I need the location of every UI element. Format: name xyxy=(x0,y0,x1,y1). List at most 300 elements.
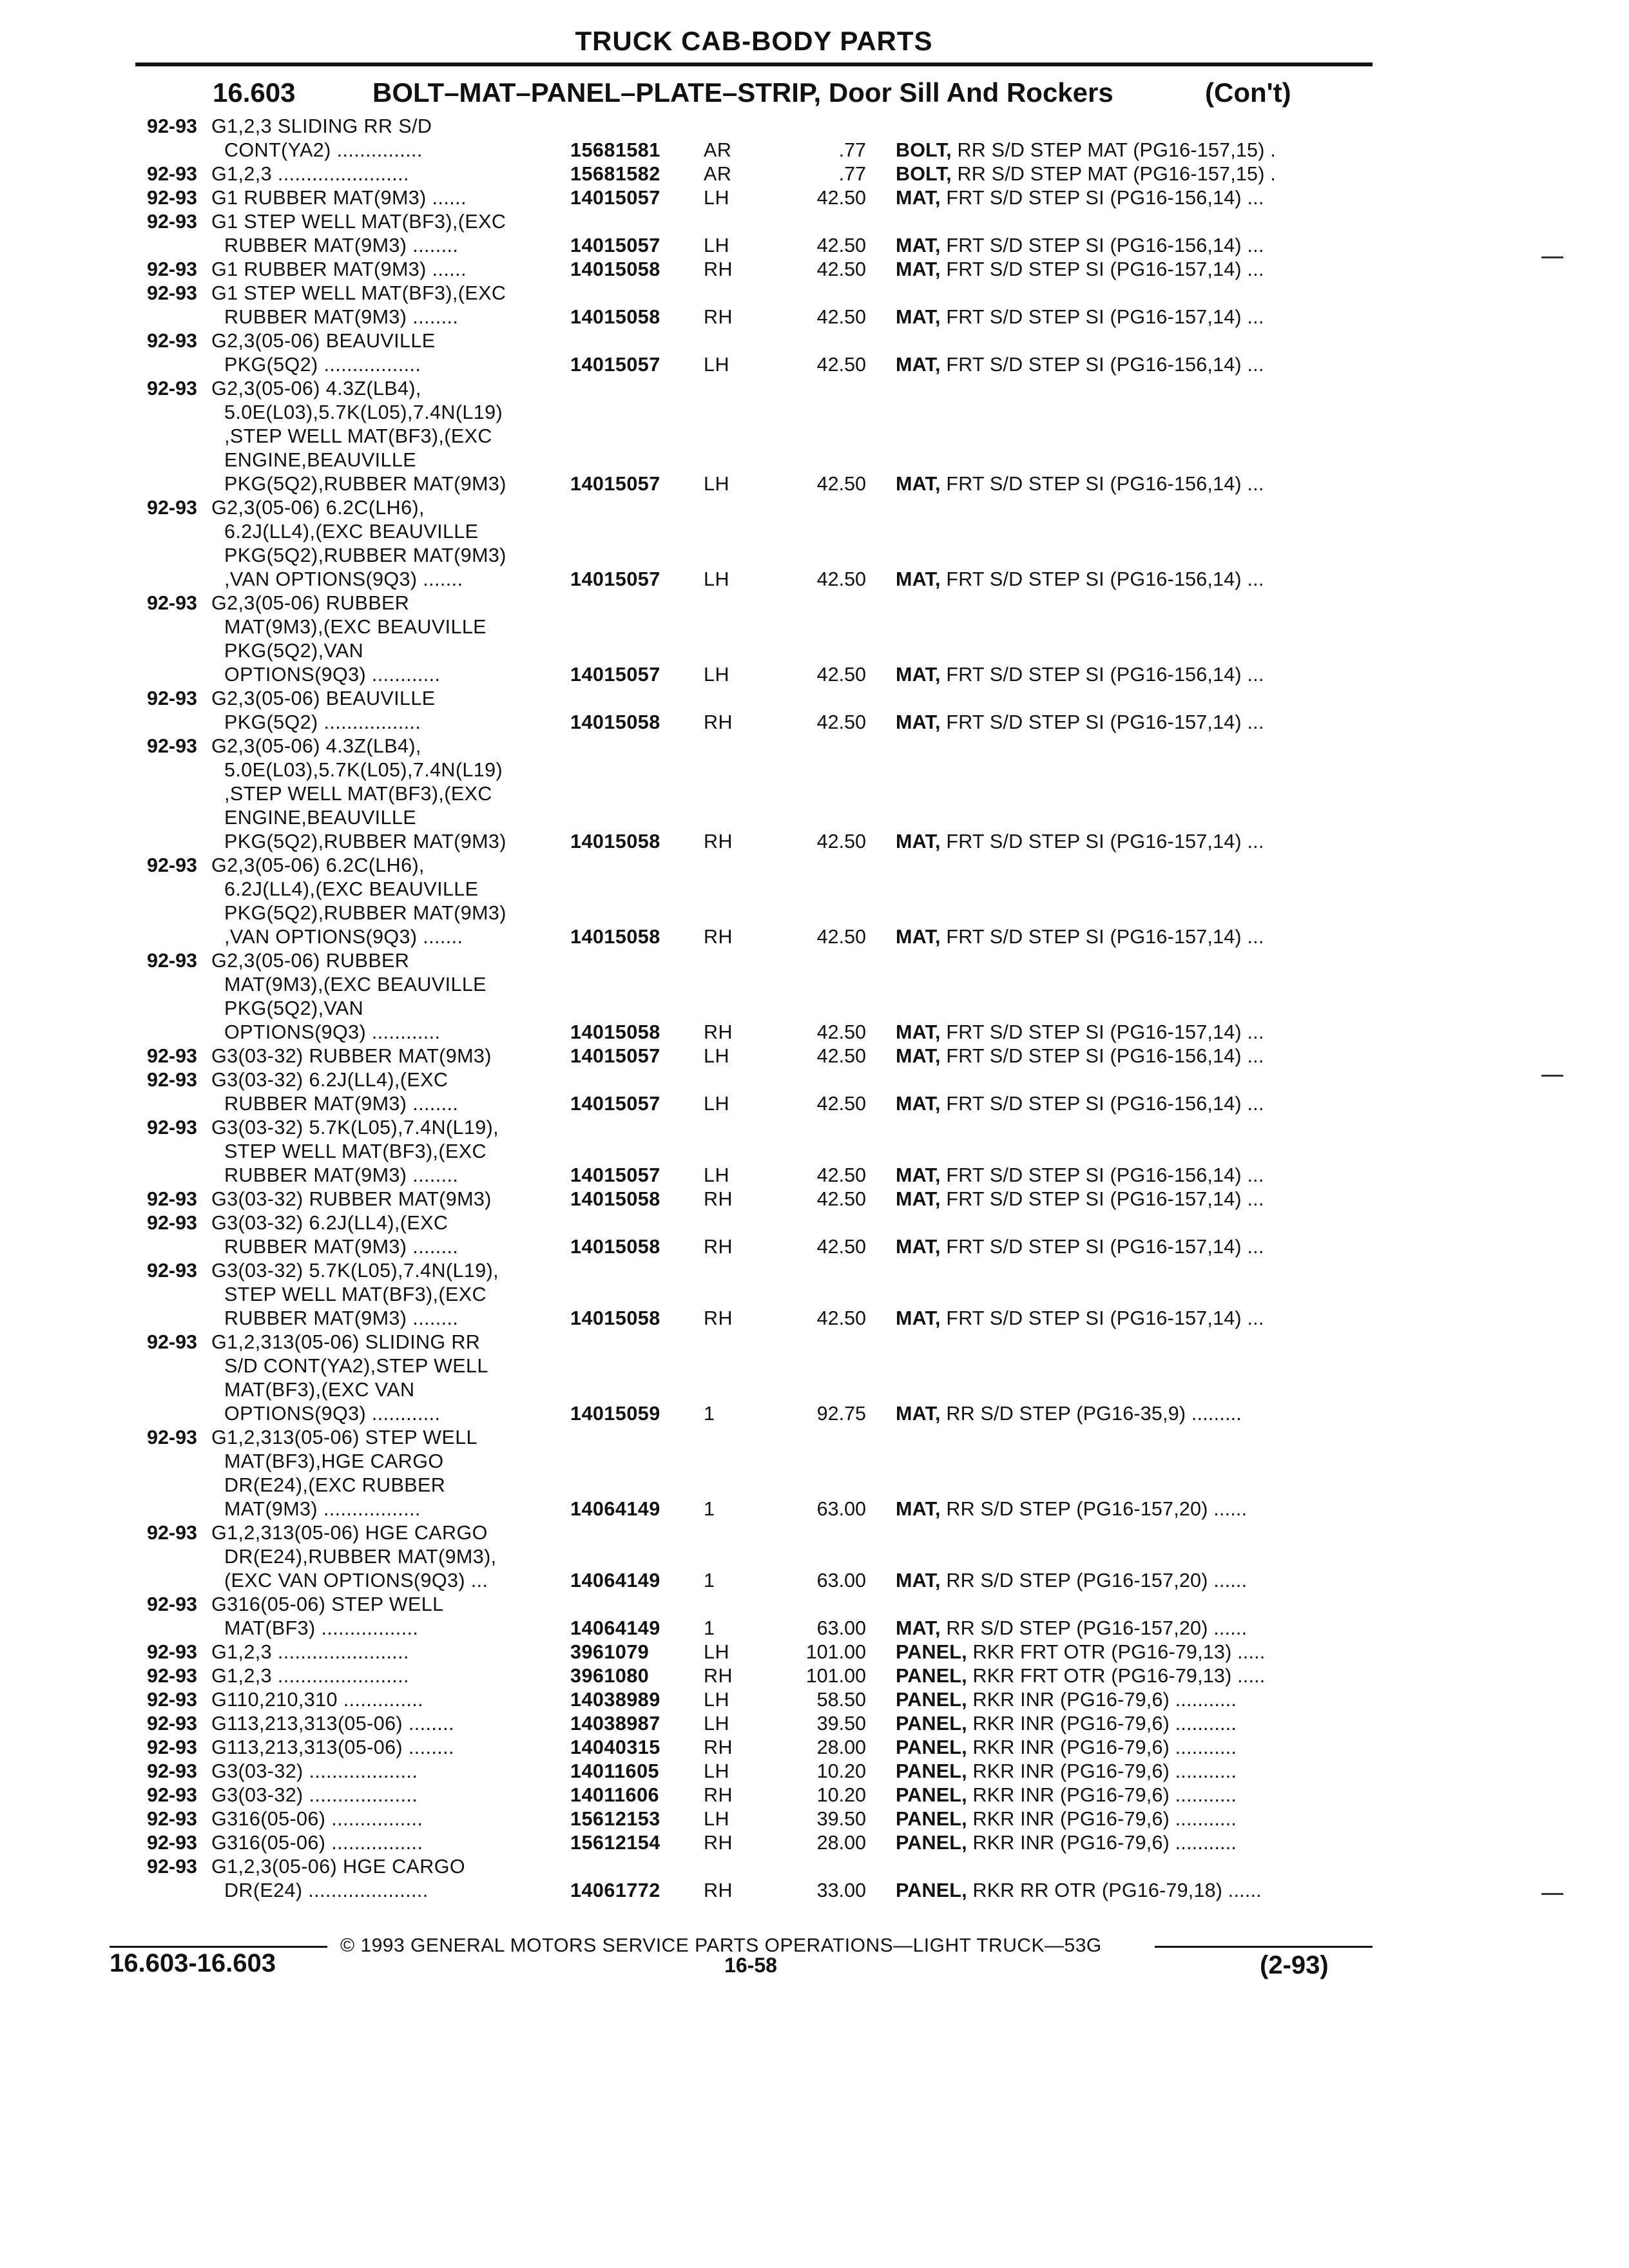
part-name xyxy=(896,1307,1264,1331)
table-row xyxy=(0,1402,1629,1426)
model-year: 92-93 xyxy=(146,1760,197,1782)
part-name-noun: PANEL, xyxy=(896,1832,967,1854)
part-number: 14015058 xyxy=(570,926,660,948)
table-row xyxy=(0,1474,1629,1497)
part-number: 14015057 xyxy=(570,664,660,686)
usage-description: G316(05-06) STEP WELL xyxy=(211,1593,444,1615)
table-row xyxy=(0,496,1629,520)
usage-description: ,STEP WELL MAT(BF3),(EXC xyxy=(224,783,492,805)
part-name-noun: MAT, xyxy=(896,664,941,686)
table-row xyxy=(0,1617,1629,1640)
usage-description: 6.2J(LL4),(EXC BEAUVILLE xyxy=(224,521,479,543)
table-row xyxy=(0,472,1629,496)
table-row xyxy=(0,353,1629,377)
table-row xyxy=(0,1855,1629,1879)
table-row xyxy=(0,425,1629,448)
model-year: 92-93 xyxy=(146,1736,197,1758)
table-row xyxy=(0,1259,1629,1283)
usage-description: G2,3(05-06) 4.3Z(LB4), xyxy=(211,378,421,399)
quantity: RH xyxy=(704,1784,733,1806)
usage-description: G1,2,3 SLIDING RR S/D xyxy=(211,115,432,137)
table-row xyxy=(0,1569,1629,1593)
part-reference: RKR FRT OTR (PG16-79,13) ..... xyxy=(972,1665,1266,1687)
part-name xyxy=(896,139,1276,162)
usage-description: OPTIONS(9Q3) ............ xyxy=(224,1403,441,1425)
part-number: 14015058 xyxy=(570,1021,660,1043)
part-name-noun: MAT, xyxy=(896,926,941,948)
table-row xyxy=(0,758,1629,782)
price: .77 xyxy=(838,163,866,185)
model-year: 92-93 xyxy=(146,497,197,519)
usage-description: RUBBER MAT(9M3) ........ xyxy=(224,1307,459,1329)
part-reference: FRT S/D STEP SI (PG16-156,14) ... xyxy=(946,187,1264,209)
model-year: 92-93 xyxy=(146,1260,197,1282)
part-reference: FRT S/D STEP SI (PG16-157,14) ... xyxy=(946,1307,1264,1329)
quantity: LH xyxy=(704,1760,729,1782)
section-title: BOLT–MAT–PANEL–PLATE–STRIP, Door Sill And Rockers xyxy=(372,77,1113,108)
price: 42.50 xyxy=(816,473,866,495)
model-year: 92-93 xyxy=(146,1212,197,1234)
table-row xyxy=(0,162,1629,186)
part-name-noun: MAT, xyxy=(896,187,941,209)
table-row xyxy=(0,925,1629,949)
table-row xyxy=(0,329,1629,353)
quantity: LH xyxy=(704,664,729,686)
part-name xyxy=(896,162,1276,186)
usage-description: RUBBER MAT(9M3) ........ xyxy=(224,1093,459,1115)
price: 42.50 xyxy=(816,926,866,948)
usage-description: G2,3(05-06) 4.3Z(LB4), xyxy=(211,735,421,757)
part-name-noun: BOLT, xyxy=(896,163,952,185)
usage-description: G3(03-32) ................... xyxy=(211,1784,418,1806)
usage-description: G2,3(05-06) 6.2C(LH6), xyxy=(211,497,425,519)
footer-copyright: © 1993 GENERAL MOTORS SERVICE PARTS OPERATIONS—LIGHT TRUCK—53G xyxy=(340,1935,1102,1956)
part-name-noun: MAT, xyxy=(896,1188,941,1210)
model-year: 92-93 xyxy=(146,735,197,757)
table-row xyxy=(0,711,1629,735)
model-year: 92-93 xyxy=(146,1784,197,1806)
usage-description: PKG(5Q2),VAN xyxy=(224,640,364,662)
price: 28.00 xyxy=(816,1832,866,1854)
usage-description: S/D CONT(YA2),STEP WELL xyxy=(224,1355,488,1377)
usage-description: ,STEP WELL MAT(BF3),(EXC xyxy=(224,425,492,447)
model-year: 92-93 xyxy=(146,950,197,972)
usage-description: G2,3(05-06) BEAUVILLE xyxy=(211,687,436,709)
part-reference: FRT S/D STEP SI (PG16-157,14) ... xyxy=(946,1236,1264,1258)
part-reference: FRT S/D STEP SI (PG16-157,14) ... xyxy=(946,258,1264,280)
part-name xyxy=(896,1187,1264,1211)
header-rule xyxy=(135,62,1373,66)
table-row xyxy=(0,1378,1629,1402)
model-year: 92-93 xyxy=(146,1427,197,1448)
table-row xyxy=(0,687,1629,711)
usage-description: G3(03-32) ................... xyxy=(211,1760,418,1782)
table-row xyxy=(0,615,1629,639)
model-year: 92-93 xyxy=(146,1117,197,1139)
price: 42.50 xyxy=(816,711,866,733)
model-year: 92-93 xyxy=(146,211,197,233)
part-name xyxy=(896,305,1264,329)
part-number: 14015058 xyxy=(570,306,660,328)
part-name-noun: PANEL, xyxy=(896,1713,967,1735)
part-reference: RKR INR (PG16-79,6) ........... xyxy=(972,1784,1237,1806)
part-reference: FRT S/D STEP SI (PG16-156,14) ... xyxy=(946,568,1264,590)
part-reference: RKR INR (PG16-79,6) ........... xyxy=(972,1713,1237,1735)
part-number: 14038989 xyxy=(570,1689,660,1711)
usage-description: PKG(5Q2),RUBBER MAT(9M3) xyxy=(224,473,506,495)
section-continued: (Con't) xyxy=(1205,77,1291,108)
quantity: RH xyxy=(704,306,733,328)
usage-description: 5.0E(L03),5.7K(L05),7.4N(L19) xyxy=(224,401,503,423)
usage-description: DR(E24) ..................... xyxy=(224,1879,429,1901)
table-row xyxy=(0,1593,1629,1617)
table-row xyxy=(0,1331,1629,1354)
part-reference: RR S/D STEP MAT (PG16-157,15) . xyxy=(957,139,1276,161)
quantity: AR xyxy=(704,163,732,185)
part-number: 14015057 xyxy=(570,354,660,376)
table-row xyxy=(0,639,1629,663)
table-row xyxy=(0,735,1629,758)
usage-description: G1,2,313(05-06) SLIDING RR xyxy=(211,1331,481,1353)
table-row xyxy=(0,854,1629,878)
table-row xyxy=(0,258,1629,282)
part-name-noun: MAT, xyxy=(896,711,941,733)
table-row xyxy=(0,663,1629,687)
table-row xyxy=(0,1450,1629,1474)
quantity: LH xyxy=(704,473,729,495)
part-name xyxy=(896,1569,1247,1593)
footer-page-number: 16-58 xyxy=(724,1954,777,1977)
quantity: RH xyxy=(704,1236,733,1258)
part-number: 14011605 xyxy=(570,1760,660,1782)
part-name-noun: MAT, xyxy=(896,1164,941,1186)
table-row xyxy=(0,1640,1629,1664)
table-row xyxy=(0,1545,1629,1569)
part-name-noun: PANEL, xyxy=(896,1641,967,1663)
usage-description: G1,2,313(05-06) HGE CARGO xyxy=(211,1522,488,1544)
price: 42.50 xyxy=(816,187,866,209)
model-year: 92-93 xyxy=(146,187,197,209)
table-row xyxy=(0,1712,1629,1736)
model-year: 92-93 xyxy=(146,1665,197,1687)
quantity: RH xyxy=(704,711,733,733)
usage-description: ENGINE,BEAUVILLE xyxy=(224,807,416,829)
quantity: 1 xyxy=(704,1617,715,1639)
price: 10.20 xyxy=(816,1760,866,1782)
table-row xyxy=(0,401,1629,425)
table-row xyxy=(0,568,1629,591)
part-name-noun: PANEL, xyxy=(896,1736,967,1758)
part-number: 3961080 xyxy=(570,1665,650,1687)
part-name-noun: MAT, xyxy=(896,235,941,256)
page-title: TRUCK CAB-BODY PARTS xyxy=(575,26,933,56)
part-number: 14040315 xyxy=(570,1736,660,1758)
usage-description: MAT(9M3),(EXC BEAUVILLE xyxy=(224,974,487,995)
table-row xyxy=(0,1736,1629,1760)
part-number: 3961079 xyxy=(570,1641,650,1663)
price: 101.00 xyxy=(805,1641,866,1663)
usage-description: DR(E24),RUBBER MAT(9M3), xyxy=(224,1546,497,1568)
table-row xyxy=(0,901,1629,925)
usage-description: MAT(BF3),HGE CARGO xyxy=(224,1450,444,1472)
footer-rule-right xyxy=(1155,1946,1373,1948)
usage-description: G113,213,313(05-06) ........ xyxy=(211,1713,454,1735)
usage-description: DR(E24),(EXC RUBBER xyxy=(224,1474,446,1496)
price: 42.50 xyxy=(816,1045,866,1067)
price: 63.00 xyxy=(816,1570,866,1591)
table-row xyxy=(0,282,1629,305)
table-row xyxy=(0,878,1629,901)
part-name xyxy=(896,1807,1237,1831)
model-year: 92-93 xyxy=(146,1808,197,1830)
table-row xyxy=(0,782,1629,806)
part-reference: FRT S/D STEP SI (PG16-157,14) ... xyxy=(946,831,1264,852)
table-row xyxy=(0,949,1629,973)
margin-mark xyxy=(1541,1075,1563,1077)
table-row xyxy=(0,1211,1629,1235)
usage-description: G1,2,3 ....................... xyxy=(211,163,409,185)
table-row xyxy=(0,1807,1629,1831)
part-reference: FRT S/D STEP SI (PG16-156,14) ... xyxy=(946,1045,1264,1067)
usage-description: MAT(9M3) ................. xyxy=(224,1498,421,1520)
part-number: 15681582 xyxy=(570,163,660,185)
part-name xyxy=(896,1879,1262,1903)
margin-mark xyxy=(1541,1893,1563,1895)
part-name xyxy=(896,1736,1237,1760)
usage-description: G2,3(05-06) 6.2C(LH6), xyxy=(211,854,425,876)
table-row xyxy=(0,1426,1629,1450)
part-reference: RKR RR OTR (PG16-79,18) ...... xyxy=(972,1879,1262,1901)
part-reference: RR S/D STEP (PG16-35,9) ......... xyxy=(946,1403,1242,1425)
part-name xyxy=(896,1688,1237,1712)
quantity: LH xyxy=(704,1713,729,1735)
quantity: 1 xyxy=(704,1403,715,1425)
part-name xyxy=(896,353,1264,377)
model-year: 92-93 xyxy=(146,1331,197,1353)
usage-description: G2,3(05-06) RUBBER xyxy=(211,950,410,972)
part-name-noun: MAT, xyxy=(896,1093,941,1115)
part-name-noun: BOLT, xyxy=(896,139,952,161)
table-row xyxy=(0,305,1629,329)
usage-description: ENGINE,BEAUVILLE xyxy=(224,449,416,471)
part-name-noun: PANEL, xyxy=(896,1784,967,1806)
price: 101.00 xyxy=(805,1665,866,1687)
part-reference: RKR INR (PG16-79,6) ........... xyxy=(972,1808,1237,1830)
quantity: LH xyxy=(704,1093,729,1115)
part-name xyxy=(896,1092,1264,1116)
part-number: 14015058 xyxy=(570,1307,660,1329)
quantity: RH xyxy=(704,1736,733,1758)
price: 42.50 xyxy=(816,568,866,590)
part-name-noun: PANEL, xyxy=(896,1689,967,1711)
table-row xyxy=(0,520,1629,544)
part-name-noun: MAT, xyxy=(896,568,941,590)
part-number: 14015057 xyxy=(570,1045,660,1067)
usage-description: G1,2,3 ....................... xyxy=(211,1665,409,1687)
table-row xyxy=(0,1688,1629,1712)
footer-section-range: 16.603-16.603 xyxy=(110,1949,276,1977)
part-name-noun: PANEL, xyxy=(896,1808,967,1830)
part-name xyxy=(896,234,1264,258)
part-reference: RKR INR (PG16-79,6) ........... xyxy=(972,1689,1237,1711)
part-name xyxy=(896,1831,1237,1855)
usage-description: PKG(5Q2),RUBBER MAT(9M3) xyxy=(224,902,506,924)
part-name xyxy=(896,1640,1265,1664)
table-row xyxy=(0,234,1629,258)
price: 10.20 xyxy=(816,1784,866,1806)
usage-description: ,VAN OPTIONS(9Q3) ....... xyxy=(224,568,463,590)
model-year: 92-93 xyxy=(146,330,197,352)
table-row xyxy=(0,544,1629,568)
part-name xyxy=(896,830,1264,854)
usage-description: G1 STEP WELL MAT(BF3),(EXC xyxy=(211,211,506,233)
table-row xyxy=(0,1307,1629,1331)
quantity: LH xyxy=(704,1164,729,1186)
usage-description: G2,3(05-06) BEAUVILLE xyxy=(211,330,436,352)
price: 28.00 xyxy=(816,1736,866,1758)
part-number: 15612154 xyxy=(570,1832,660,1854)
price: .77 xyxy=(838,139,866,161)
table-row xyxy=(0,591,1629,615)
part-name-noun: MAT, xyxy=(896,354,941,376)
quantity: RH xyxy=(704,1188,733,1210)
usage-description: MAT(BF3) ................. xyxy=(224,1617,419,1639)
part-reference: FRT S/D STEP SI (PG16-157,14) ... xyxy=(946,306,1264,328)
part-reference: FRT S/D STEP SI (PG16-156,14) ... xyxy=(946,664,1264,686)
usage-description: RUBBER MAT(9M3) ........ xyxy=(224,1236,459,1258)
model-year: 92-93 xyxy=(146,854,197,876)
part-reference: FRT S/D STEP SI (PG16-156,14) ... xyxy=(946,354,1264,376)
usage-description: G1,2,3(05-06) HGE CARGO xyxy=(211,1856,465,1878)
usage-description: G1 RUBBER MAT(9M3) ...... xyxy=(211,187,467,209)
quantity: 1 xyxy=(704,1498,715,1520)
table-row xyxy=(0,1664,1629,1688)
parts-list xyxy=(0,115,1629,1903)
part-name xyxy=(896,925,1264,949)
price: 33.00 xyxy=(816,1879,866,1901)
table-row xyxy=(0,1831,1629,1855)
part-name xyxy=(896,663,1264,687)
usage-description: G316(05-06) ................ xyxy=(211,1808,423,1830)
table-row xyxy=(0,1354,1629,1378)
part-name xyxy=(896,711,1264,735)
model-year: 92-93 xyxy=(146,282,197,304)
usage-description: PKG(5Q2) ................. xyxy=(224,711,421,733)
part-name-noun: MAT, xyxy=(896,1045,941,1067)
part-number: 14015058 xyxy=(570,258,660,280)
part-name xyxy=(896,1021,1264,1044)
table-row xyxy=(0,1187,1629,1211)
table-row xyxy=(0,1140,1629,1164)
price: 39.50 xyxy=(816,1713,866,1735)
quantity: LH xyxy=(704,1808,729,1830)
part-number: 14011606 xyxy=(570,1784,660,1806)
part-number: 14015057 xyxy=(570,1093,660,1115)
part-number: 14064149 xyxy=(570,1570,660,1591)
usage-description: RUBBER MAT(9M3) ........ xyxy=(224,235,459,256)
usage-description: PKG(5Q2),VAN xyxy=(224,997,364,1019)
part-name-noun: MAT, xyxy=(896,258,941,280)
model-year: 92-93 xyxy=(146,1522,197,1544)
table-row xyxy=(0,830,1629,854)
table-row xyxy=(0,1021,1629,1044)
quantity: RH xyxy=(704,258,733,280)
price: 42.50 xyxy=(816,1236,866,1258)
table-row xyxy=(0,1235,1629,1259)
usage-description: RUBBER MAT(9M3) ........ xyxy=(224,306,459,328)
quantity: RH xyxy=(704,831,733,852)
part-name-noun: PANEL, xyxy=(896,1760,967,1782)
quantity: LH xyxy=(704,1689,729,1711)
table-row xyxy=(0,377,1629,401)
model-year: 92-93 xyxy=(146,1689,197,1711)
usage-description: OPTIONS(9Q3) ............ xyxy=(224,1021,441,1043)
usage-description: G3(03-32) 6.2J(LL4),(EXC xyxy=(211,1212,448,1234)
price: 63.00 xyxy=(816,1617,866,1639)
usage-description: G1,2,313(05-06) STEP WELL xyxy=(211,1427,477,1448)
part-reference: RKR INR (PG16-79,6) ........... xyxy=(972,1736,1237,1758)
price: 42.50 xyxy=(816,1093,866,1115)
table-row xyxy=(0,1116,1629,1140)
part-name xyxy=(896,1760,1237,1783)
table-row xyxy=(0,973,1629,997)
quantity: LH xyxy=(704,1641,729,1663)
table-row xyxy=(0,1044,1629,1068)
part-name-noun: MAT, xyxy=(896,1236,941,1258)
part-number: 14015058 xyxy=(570,1188,660,1210)
part-reference: FRT S/D STEP SI (PG16-157,14) ... xyxy=(946,711,1264,733)
usage-description: RUBBER MAT(9M3) ........ xyxy=(224,1164,459,1186)
part-number: 14064149 xyxy=(570,1498,660,1520)
part-name-noun: MAT, xyxy=(896,831,941,852)
table-row xyxy=(0,997,1629,1021)
part-number: 14015058 xyxy=(570,711,660,733)
quantity: LH xyxy=(704,354,729,376)
table-row xyxy=(0,115,1629,139)
part-reference: RKR INR (PG16-79,6) ........... xyxy=(972,1832,1237,1854)
price: 42.50 xyxy=(816,1307,866,1329)
quantity: RH xyxy=(704,1879,733,1901)
table-row xyxy=(0,1283,1629,1307)
part-name-noun: MAT, xyxy=(896,306,941,328)
quantity: LH xyxy=(704,235,729,256)
model-year: 92-93 xyxy=(146,163,197,185)
usage-description: G3(03-32) RUBBER MAT(9M3) xyxy=(211,1045,492,1067)
part-reference: RR S/D STEP MAT (PG16-157,15) . xyxy=(957,163,1276,185)
part-name xyxy=(896,1402,1242,1426)
table-row xyxy=(0,1879,1629,1903)
part-reference: FRT S/D STEP SI (PG16-156,14) ... xyxy=(946,235,1264,256)
part-reference: RR S/D STEP (PG16-157,20) ...... xyxy=(946,1498,1248,1520)
model-year: 92-93 xyxy=(146,1713,197,1735)
part-name xyxy=(896,1617,1247,1640)
price: 42.50 xyxy=(816,664,866,686)
part-number: 14061772 xyxy=(570,1879,660,1901)
part-name xyxy=(896,568,1264,591)
price: 42.50 xyxy=(816,258,866,280)
usage-description: STEP WELL MAT(BF3),(EXC xyxy=(224,1283,487,1305)
part-name-noun: PANEL, xyxy=(896,1879,967,1901)
table-row xyxy=(0,139,1629,162)
part-reference: RR S/D STEP (PG16-157,20) ...... xyxy=(946,1570,1248,1591)
table-row xyxy=(0,1521,1629,1545)
part-name xyxy=(896,1164,1264,1187)
section-number: 16.603 xyxy=(213,77,296,108)
margin-mark xyxy=(1541,256,1563,258)
part-name-noun: MAT, xyxy=(896,473,941,495)
model-year: 92-93 xyxy=(146,592,197,614)
usage-description: MAT(9M3),(EXC BEAUVILLE xyxy=(224,616,487,638)
